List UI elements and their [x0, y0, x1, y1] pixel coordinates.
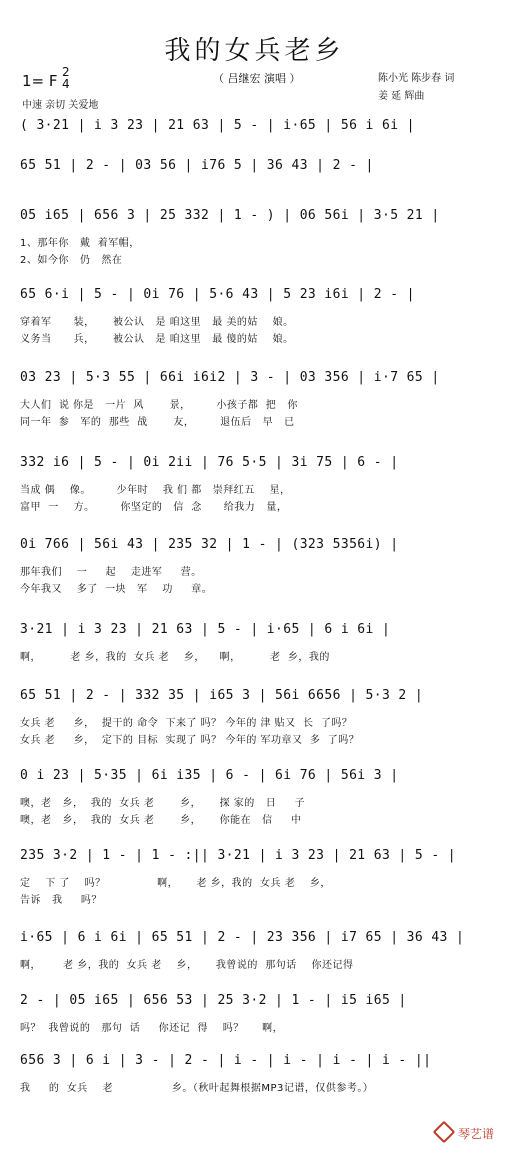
lyric-line: 定 下 了 吗？ 啊， 老 乡，我的 女兵 老 乡， — [20, 878, 331, 889]
lyric-line: 那年我们 一 起 走进军 营。 — [20, 567, 202, 578]
notation-line: 65 51 | 2 - | 332 35 | i65 3 | 56i 6656 | 5·3 2 | — [20, 688, 424, 703]
time-signature-top: 2 — [62, 65, 70, 79]
notation-line: 05 i65 | 656 3 | 25 332 | 1 - ) | 06 56i | 3·5 21 | — [20, 208, 440, 223]
lyric-line: 1、那年你 戴 着军帽， — [20, 238, 140, 249]
logo-icon — [433, 1121, 456, 1144]
lyric-line: 啊， 老 乡，我的 女兵 老 乡， 我曾说的 那句话 你还记得 — [20, 960, 354, 971]
notation-line: 235 3·2 | 1 - | 1 - :|| 3·21 | i 3 23 | 21 63 | 5 - | — [20, 848, 457, 863]
lyric-line: 我 的 女兵 老 乡。（秋叶起舞根据MP3记谱，仅供参考。） — [20, 1083, 374, 1094]
key-signature: 1= F — [22, 72, 58, 90]
tempo-marking: 中速 亲切 关爱地 — [22, 100, 99, 111]
lyric-line: 大人们 说 你是 一片 风 景， 小孩子都 把 你 — [20, 400, 298, 411]
lyric-line: 吗？ 我曾说的 那句 话 你还记 得 吗？ 啊， — [20, 1023, 284, 1034]
notation-line: 65 6·i | 5 - | 0i 76 | 5·6 43 | 5 23 i6i | 2 - | — [20, 287, 415, 302]
singer-credit: （ 吕继宏 演唱 ） — [213, 72, 301, 85]
notation-line: 332 i6 | 5 - | 0i 2ii | 76 5·5 | 3i 75 | 6 - | — [20, 455, 399, 470]
lyric-line: 穿着军 装， 被公认 是 咱这里 最 美的姑 娘。 — [20, 317, 294, 328]
notation-line: 03 23 | 5·3 55 | 66i i6i2 | 3 - | 03 356 | i·7 65 | — [20, 370, 440, 385]
site-watermark — [436, 1124, 494, 1142]
lyricist: 陈小光 陈步春 词 — [378, 73, 455, 84]
composer: 姜 延 辉曲 — [378, 91, 425, 102]
notation-line: 3·21 | i 3 23 | 21 63 | 5 - | i·65 | 6 i 6i | — [20, 622, 391, 637]
notation-line: 0 i 23 | 5·35 | 6i i35 | 6 - | 6i 76 | 56i 3 | — [20, 768, 399, 783]
lyric-line: 2、如今你 仍 然在 — [20, 255, 123, 266]
lyric-line: 义务当 兵， 被公认 是 咱这里 最 傻的姑 娘。 — [20, 334, 294, 345]
lyric-line: 当成 偶 像。 少年时 我 们 都 崇拜红五 星， — [20, 485, 291, 496]
notation-line: ( 3·21 | i 3 23 | 21 63 | 5 - | i·65 | 56 i 6i | — [20, 118, 415, 133]
notation-line: 0i 766 | 56i 43 | 235 32 | 1 - | (323 5356i) | — [20, 537, 399, 552]
lyric-line: 富甲 一 方。 你坚定的 信 念 给我力 量， — [20, 502, 288, 513]
lyric-line: 同一年 参 军的 那些 战 友， 退伍后 早 已 — [20, 417, 295, 428]
time-signature-bottom: 4 — [62, 77, 70, 91]
notation-line: 65 51 | 2 - | 03 56 | i76 5 | 36 43 | 2 - | — [20, 158, 374, 173]
lyric-line: 噢，老 乡， 我的 女兵 老 乡， 你能在 信 中 — [20, 815, 302, 826]
time-signature — [62, 66, 70, 90]
lyric-line: 噢，老 乡， 我的 女兵 老 乡， 探 家的 日 子 — [20, 798, 306, 809]
lyric-line: 告诉 我 吗？ — [20, 895, 102, 906]
lyric-line: 女兵 老 乡， 定下的 目标 实现了 吗？ 今年的 军功章又 多 了吗？ — [20, 735, 360, 746]
page-title: 我的女兵老乡 — [164, 36, 345, 66]
notation-line: 656 3 | 6 i | 3 - | 2 - | i - | i - | i - | i - || — [20, 1053, 432, 1068]
notation-line: 2 - | 05 i65 | 656 53 | 25 3·2 | 1 - | i5 i65 | — [20, 993, 407, 1008]
lyric-line: 今年我又 多了 一块 军 功 章。 — [20, 584, 213, 595]
watermark-text: 琴艺谱 — [458, 1127, 495, 1141]
notation-line: i·65 | 6 i 6i | 65 51 | 2 - | 23 356 | i7 65 | 36 43 | — [20, 930, 465, 945]
lyric-line: 女兵 老 乡， 提干的 命令 下来了 吗？ 今年的 津 贴又 长 了吗？ — [20, 718, 353, 729]
credits — [378, 70, 454, 106]
lyric-line: 啊， 老 乡，我的 女兵 老 乡， 啊， 老 乡，我的 — [20, 652, 330, 663]
